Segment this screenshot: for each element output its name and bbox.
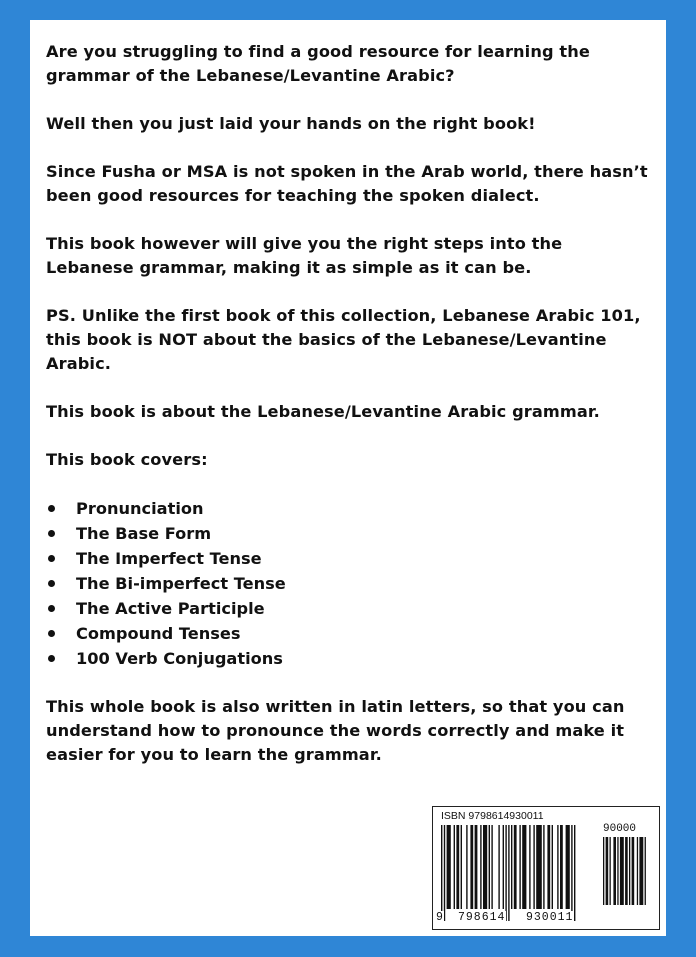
list-item: Pronunciation [46, 496, 648, 521]
bullet-dot-icon [48, 630, 55, 637]
back-cover-panel [30, 20, 666, 936]
barcode-addon-icon [603, 837, 653, 917]
bullet-dot-icon [48, 580, 55, 587]
steps-paragraph: This book however will give you the right steps into the Lebanese grammar, making it as simple as it can be. [46, 234, 563, 277]
barcode-digits-left: 798614 [458, 911, 506, 924]
isbn-label: ISBN 9798614930011 [441, 810, 544, 822]
barcode-digits-right: 930011 [526, 911, 574, 924]
intro-question: Are you struggling to find a good resource for learning the grammar of the Lebanese/Levantine Arabic? [46, 42, 590, 85]
bullet-dot-icon [48, 605, 55, 612]
list-item: 100 Verb Conjugations [46, 646, 648, 671]
bullet-dot-icon [48, 530, 55, 537]
isbn-barcode [432, 806, 660, 930]
intro-statement: Well then you just laid your hands on the right book! [46, 114, 536, 133]
list-item: Compound Tenses [46, 621, 648, 646]
about-paragraph: This book is about the Lebanese/Levantine Arabic grammar. [46, 402, 600, 421]
covers-heading: This book covers: [46, 450, 208, 469]
price-code: 90000 [603, 823, 637, 835]
list-item: The Imperfect Tense [46, 546, 648, 571]
barcode-digit-first: 9 [436, 911, 443, 924]
barcode-main-icon [441, 825, 597, 921]
closing-paragraph: This whole book is also written in latin letters, so that you can understand how to pronounce the words correctly and make it easier for you to learn the grammar. [46, 697, 625, 764]
topics-list [46, 496, 648, 671]
bullet-dot-icon [48, 505, 55, 512]
list-item: The Bi-imperfect Tense [46, 571, 648, 596]
fusha-paragraph: Since Fusha or MSA is not spoken in the Arab world, there hasn’t been good resources for teaching the spoken dialect. [46, 162, 648, 205]
ps-paragraph: PS. Unlike the first book of this collection, Lebanese Arabic 101, this book is NOT about the basics of the Lebanese/Levantine Arabic. [46, 306, 641, 373]
list-item: The Active Participle [46, 596, 648, 621]
bullet-dot-icon [48, 555, 55, 562]
list-item: The Base Form [46, 521, 648, 546]
bullet-dot-icon [48, 655, 55, 662]
